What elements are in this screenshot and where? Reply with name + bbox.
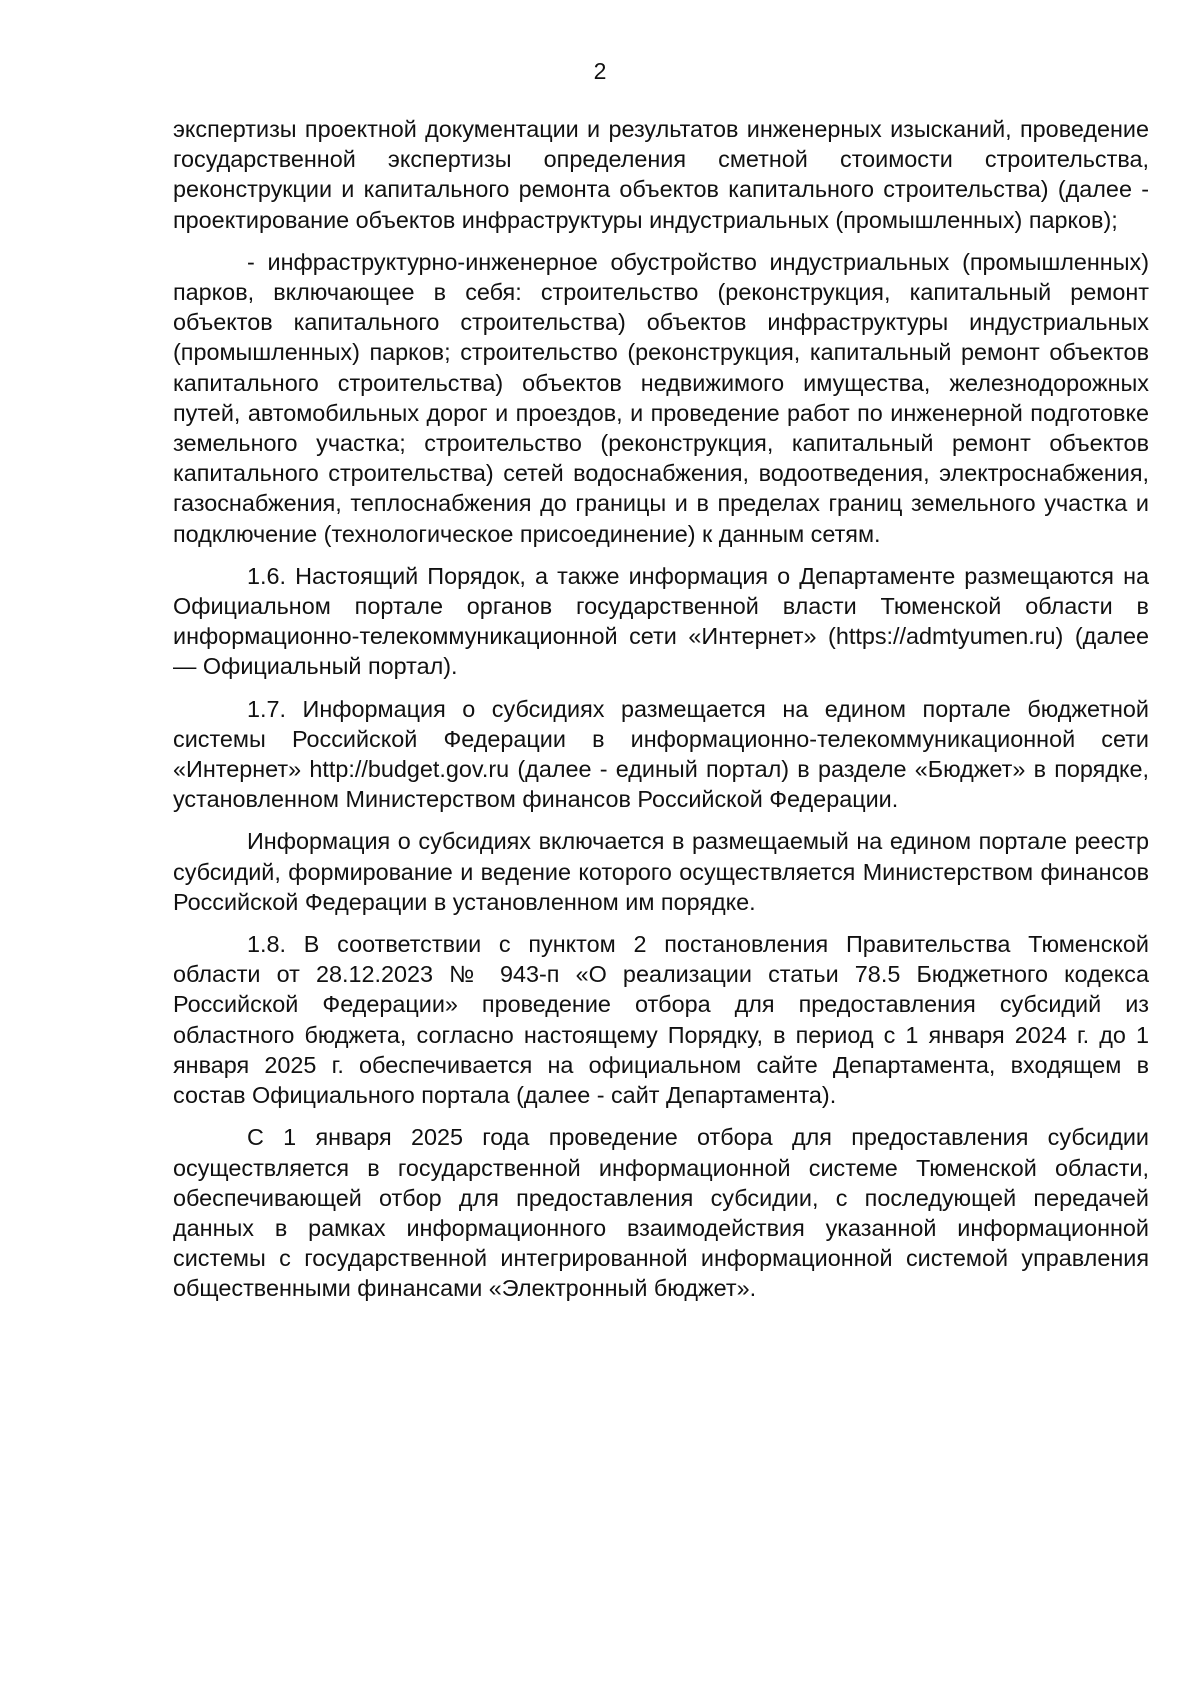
paragraph-subsidy-registry: Информация о субсидиях включается в размещаемый на едином портале реестр субсидий, формирование и ведение которого осуществляется Министерством финансов Российской Федерации в установленном им порядке.	[173, 828, 1149, 915]
paragraph-engineering-infrastructure: - инфраструктурно-инженерное обустройство индустриальных (промышленных) парков, включающее в себя: строительство (реконструкция, капитальный ремонт объектов капитального строительства) объектов инфраструктуры индустриальных (промышленных) парков; строительство (реконструкция, капитальный ремонт объектов капитального строительства) объектов недвижимого имущества, железнодорожных путей, автомобильных дорог и проездов, и проведение работ по инженерной подготовке земельного участка; строительство (реконструкция, капитальный ремонт объектов капитального строительства) сетей водоснабжения, водоотведения, электроснабжения, газоснабжения, теплоснабжения до границы и в пределах границ земельного участка и подключение (технологическое присоединение) к данным сетям.	[173, 248, 1149, 547]
page-number: 2	[593, 58, 607, 84]
document-body	[173, 114, 1149, 1316]
paragraph-1-8: 1.8. В соответствии с пунктом 2 постановления Правительства Тюменской области от 28.12.2023 № 943-п «О реализации статьи 78.5 Бюджетного кодекса Российской Федерации» проведение отбора для предоставления субсидий из областного бюджета, согласно настоящему Порядку, в период с 1 января 2024 г. до 1 января 2025 г. обеспечивается на официальном сайте Департамента, входящем в состав Официального портала (далее - сайт Департамента).	[173, 931, 1149, 1109]
paragraph-continuation: экспертизы проектной документации и результатов инженерных изысканий, проведение государственной экспертизы определения сметной стоимости строительства, реконструкции и капитального ремонта объектов капитального строительства) (далее - проектирование объектов инфраструктуры индустриальных (промышленных) парков);	[173, 116, 1149, 233]
paragraph-1-6: 1.6. Настоящий Порядок, а также информация о Департаменте размещаются на Официальном портале органов государственной власти Тюменской области в информационно-телекоммуникационной сети «Интернет» (https://admtyumen.ru) (далее — Официальный портал).	[173, 562, 1149, 680]
paragraph-1-7: 1.7. Информация о субсидиях размещается на едином портале бюджетной системы Российской Федерации в информационно-телекоммуникационной сети «Интернет» http://budget.gov.ru (далее - единый портал) в разделе «Бюджет» в порядке, установленном Министерством финансов Российской Федерации.	[173, 695, 1149, 813]
paragraph-2025-selection: С 1 января 2025 года проведение отбора для предоставления субсидии осуществляется в государственной информационной системе Тюменской области, обеспечивающей отбор для предоставления субсидии, с последующей передачей данных в рамках информационного взаимодействия указанной информационной системы с государственной интегрированной информационной системой управления общественными финансами «Электронный бюджет».	[173, 1124, 1149, 1302]
